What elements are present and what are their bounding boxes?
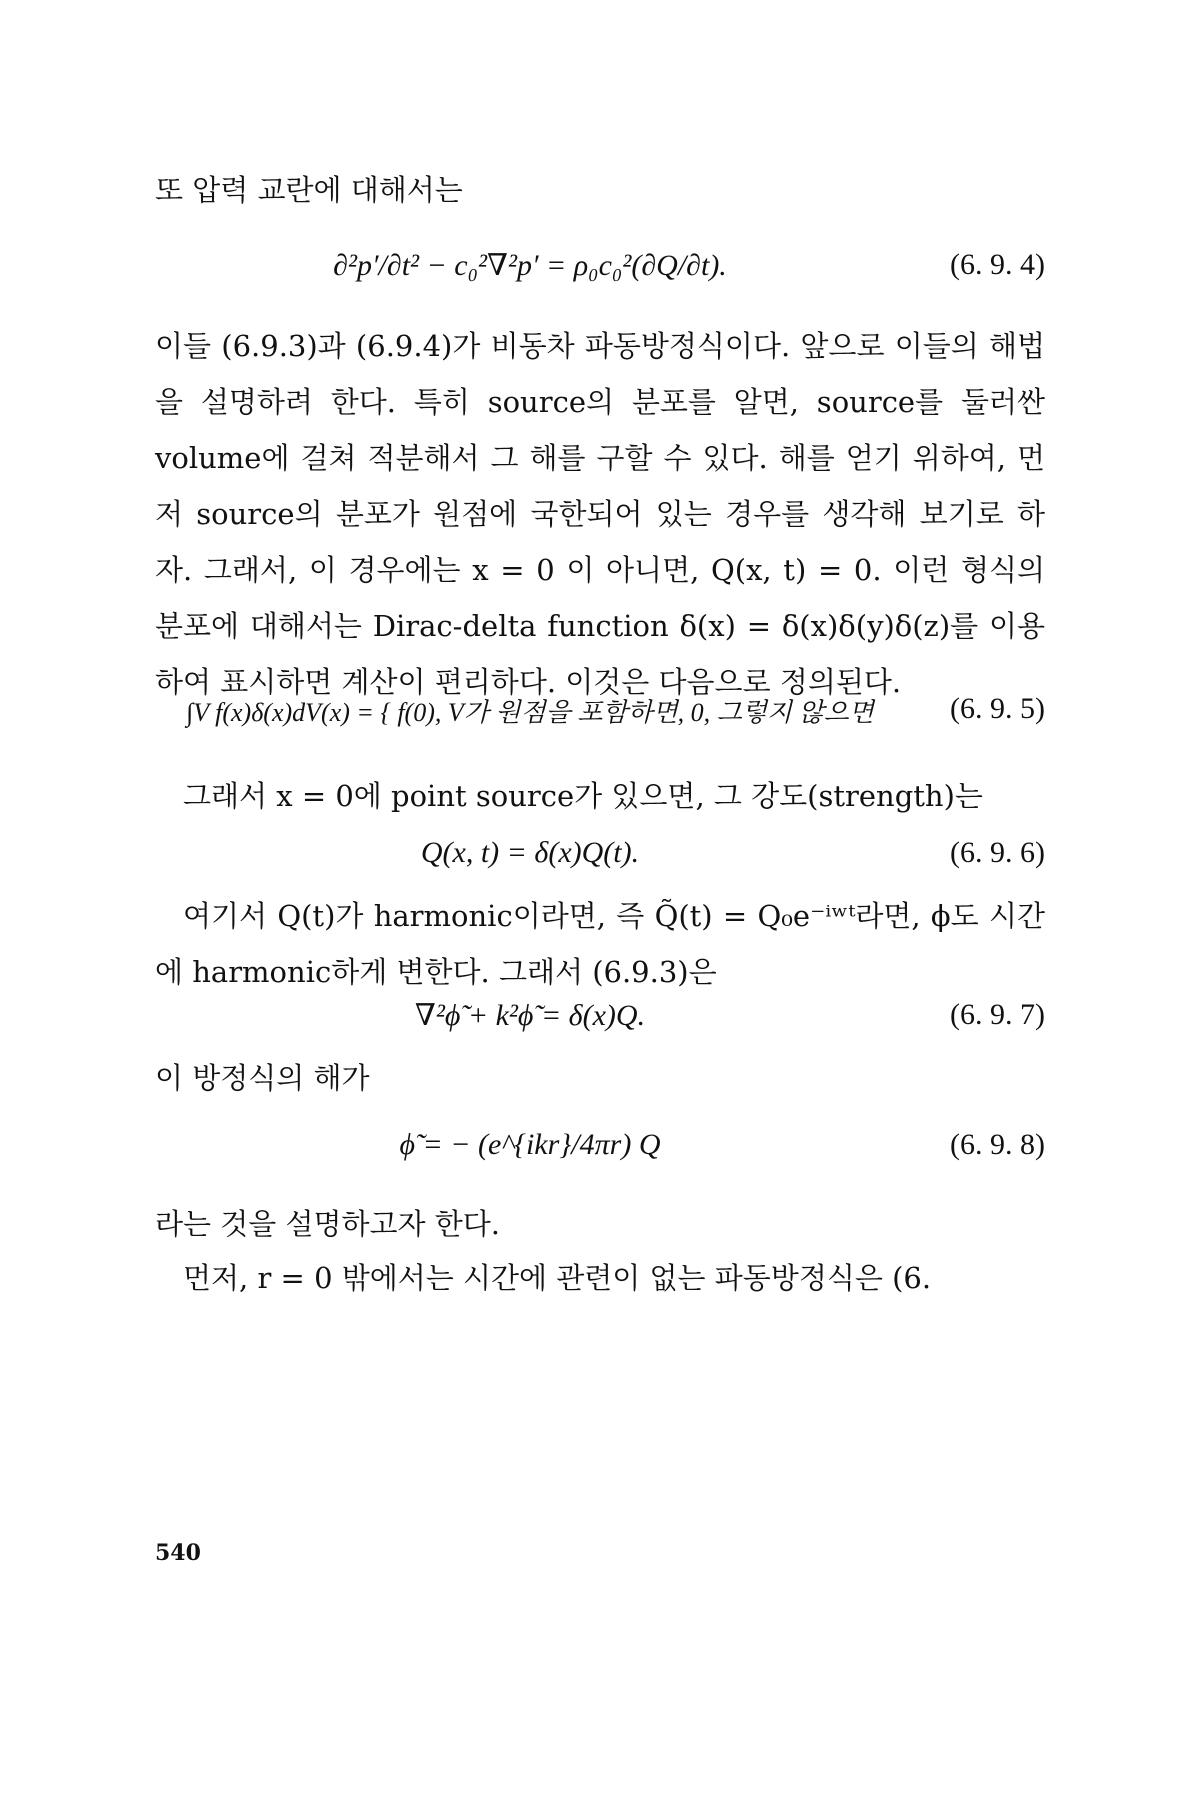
equation-expression: ∂²p′/∂t² − c₀²∇²p′ = ρ₀c₀²(∂Q/∂t).	[333, 249, 727, 282]
equation-number: (6. 9. 6)	[950, 836, 1045, 869]
paragraph-explain: 라는 것을 설명하고자 한다.	[155, 1207, 501, 1241]
equation-number: (6. 9. 4)	[950, 248, 1045, 281]
equation-6-9-5	[155, 680, 1045, 750]
equation-number: (6. 9. 7)	[950, 998, 1045, 1031]
equation-6-9-8	[155, 1118, 1045, 1178]
equation-number: (6. 9. 8)	[950, 1128, 1045, 1161]
paragraph-point-source: 그래서 x = 0에 point source가 있으면, 그 강도(strength)는	[183, 779, 983, 813]
equation-6-9-6	[155, 832, 1045, 880]
equation-expression: ∇²ϕ̃ + k²ϕ̃ = δ(x)Q.	[414, 999, 646, 1032]
equation-expression: ϕ̃ = − (e^{ikr}/4πr) Q	[399, 1128, 661, 1161]
paragraph-solution-intro: 이 방정식의 해가	[155, 1061, 370, 1095]
paragraph-wave-equations: 이들 (6.9.3)과 (6.9.4)가 비동차 파동방정식이다. 앞으로 이들의 해법을 설명하려 한다. 특히 source의 분포를 알면, source를 둘러싼 volume에 걸쳐 적분해서 그 해를 구할 수 있다. 해를 얻기 위하여, 먼저 source의 분포가 원점에 국한되어 있는 경우를 생각해 보기로 하자. 그래서, 이 경우에는 x = 0 이 아니면, Q(x, t) = 0. 이런 형식의 분포에 대해서는 Dirac-delta function δ(x) = δ(x)δ(y)δ(z)를 이용하여 표시하면 계산이 편리하다. 이것은 다음으로 정의된다.	[155, 329, 1045, 699]
paragraph-first: 먼저, r = 0 밖에서는 시간에 관련이 없는 파동방정식은 (6.	[183, 1261, 932, 1295]
paragraph-harmonic: 여기서 Q(t)가 harmonic이라면, 즉 Q̃(t) = Q₀e⁻ⁱʷᵗ라면, ϕ도 시간에 harmonic하게 변한다. 그래서 (6.9.3)은	[155, 899, 1045, 989]
equation-expression: Q(x, t) = δ(x)Q(t).	[420, 836, 640, 869]
equation-number: (6. 9. 5)	[950, 692, 1045, 725]
equation-6-9-4	[155, 238, 1045, 298]
equation-expression: ∫V f(x)δ(x)dV(x) = { f(0), V가 원점을 포함하면, 0, 그렇지 않으면	[186, 698, 874, 727]
equation-6-9-7	[155, 994, 1045, 1042]
paragraph-pressure-intro: 또 압력 교란에 대해서는	[155, 173, 463, 207]
page-number: 540	[155, 1540, 201, 1566]
